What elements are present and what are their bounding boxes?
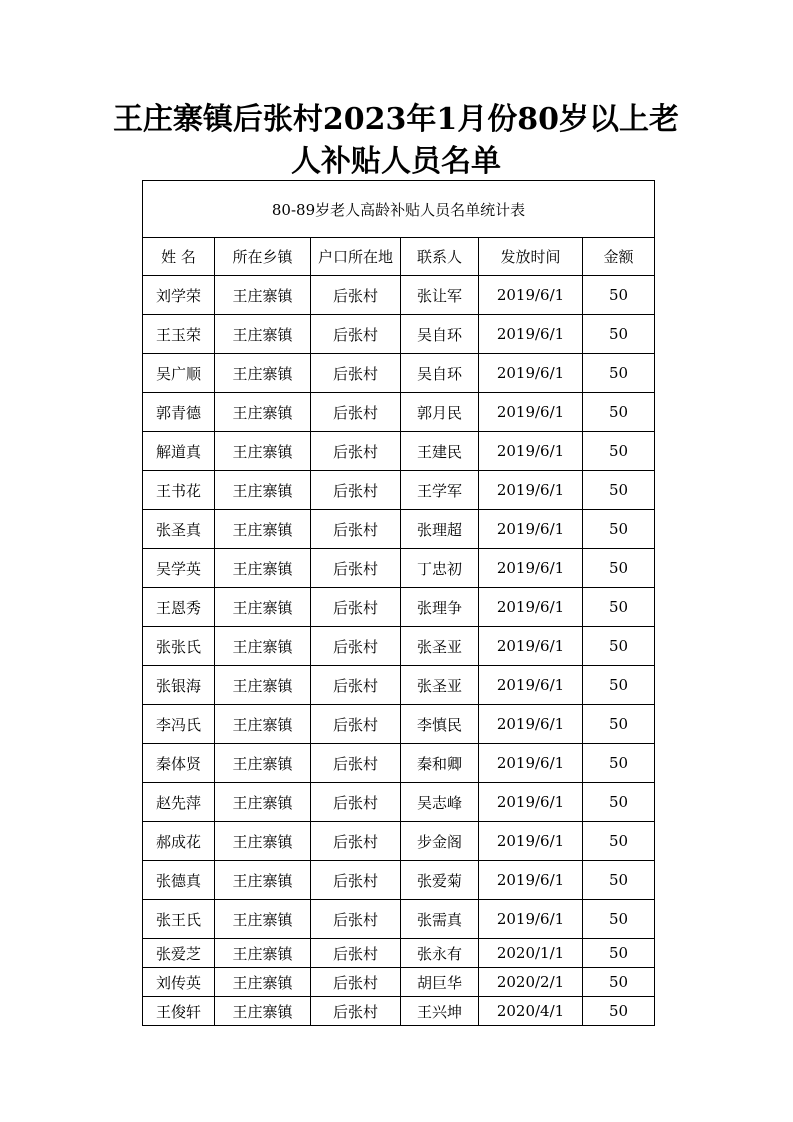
table-row [143,471,655,510]
table-row [143,627,655,666]
cell-amount: 50 [583,432,655,471]
cell-contact: 王建民 [401,432,479,471]
cell-household: 后张村 [311,666,401,705]
cell-amount: 50 [583,705,655,744]
table-row [143,588,655,627]
cell-contact: 张让军 [401,276,479,315]
table-row [143,510,655,549]
document-title-line-1: 王庄寨镇后张村2023年1月份80岁以上老 [112,102,680,137]
cell-contact: 张爱菊 [401,861,479,900]
header-household: 户口所在地 [311,238,401,276]
cell-household: 后张村 [311,432,401,471]
cell-township: 王庄寨镇 [215,315,311,354]
cell-contact: 张理争 [401,588,479,627]
cell-name: 张王氏 [143,900,215,939]
cell-household: 后张村 [311,276,401,315]
table-header-row [143,238,655,276]
cell-date: 2019/6/1 [479,432,583,471]
cell-name: 刘传英 [143,968,215,997]
cell-contact: 张理超 [401,510,479,549]
cell-name: 张爱芝 [143,939,215,968]
cell-township: 王庄寨镇 [215,968,311,997]
subsidy-table [142,180,655,1026]
header-township: 所在乡镇 [215,238,311,276]
cell-township: 王庄寨镇 [215,861,311,900]
cell-township: 王庄寨镇 [215,549,311,588]
table-row [143,861,655,900]
cell-name: 解道真 [143,432,215,471]
cell-name: 王书花 [143,471,215,510]
cell-amount: 50 [583,939,655,968]
cell-amount: 50 [583,549,655,588]
cell-township: 王庄寨镇 [215,997,311,1026]
table-row [143,432,655,471]
table-row [143,968,655,997]
cell-date: 2019/6/1 [479,471,583,510]
table-row [143,900,655,939]
cell-township: 王庄寨镇 [215,783,311,822]
cell-household: 后张村 [311,968,401,997]
cell-household: 后张村 [311,939,401,968]
cell-township: 王庄寨镇 [215,588,311,627]
cell-name: 吴学英 [143,549,215,588]
header-name: 姓 名 [143,238,215,276]
cell-date: 2019/6/1 [479,315,583,354]
cell-name: 秦体贤 [143,744,215,783]
cell-amount: 50 [583,315,655,354]
cell-contact: 吴志峰 [401,783,479,822]
cell-township: 王庄寨镇 [215,822,311,861]
cell-amount: 50 [583,861,655,900]
cell-contact: 张需真 [401,900,479,939]
cell-contact: 张永有 [401,939,479,968]
cell-household: 后张村 [311,471,401,510]
cell-township: 王庄寨镇 [215,432,311,471]
cell-contact: 胡巨华 [401,968,479,997]
cell-date: 2019/6/1 [479,276,583,315]
cell-contact: 郭月民 [401,393,479,432]
cell-amount: 50 [583,471,655,510]
cell-contact: 王兴坤 [401,997,479,1026]
cell-date: 2019/6/1 [479,822,583,861]
cell-date: 2020/2/1 [479,968,583,997]
cell-household: 后张村 [311,354,401,393]
table-title-row [143,181,655,238]
table-row [143,822,655,861]
cell-date: 2019/6/1 [479,393,583,432]
cell-amount: 50 [583,510,655,549]
cell-household: 后张村 [311,900,401,939]
cell-contact: 秦和卿 [401,744,479,783]
cell-date: 2019/6/1 [479,627,583,666]
cell-amount: 50 [583,997,655,1026]
cell-household: 后张村 [311,783,401,822]
cell-township: 王庄寨镇 [215,393,311,432]
cell-name: 李冯氏 [143,705,215,744]
document-title-line-2: 人补贴人员名单 [291,144,501,179]
cell-household: 后张村 [311,510,401,549]
table-row [143,354,655,393]
cell-name: 刘学荣 [143,276,215,315]
cell-household: 后张村 [311,588,401,627]
table-title: 80-89岁老人高龄补贴人员名单统计表 [143,181,655,238]
cell-township: 王庄寨镇 [215,627,311,666]
cell-date: 2020/4/1 [479,997,583,1026]
cell-name: 郝成花 [143,822,215,861]
cell-name: 赵先萍 [143,783,215,822]
cell-date: 2019/6/1 [479,861,583,900]
cell-date: 2019/6/1 [479,705,583,744]
table-row [143,315,655,354]
table-row [143,744,655,783]
cell-name: 张德真 [143,861,215,900]
cell-amount: 50 [583,588,655,627]
cell-township: 王庄寨镇 [215,276,311,315]
header-amount: 金额 [583,238,655,276]
cell-contact: 丁忠初 [401,549,479,588]
cell-household: 后张村 [311,393,401,432]
table-row [143,939,655,968]
cell-date: 2019/6/1 [479,900,583,939]
cell-name: 王恩秀 [143,588,215,627]
cell-township: 王庄寨镇 [215,510,311,549]
cell-contact: 吴自环 [401,315,479,354]
table-row [143,997,655,1026]
cell-amount: 50 [583,393,655,432]
cell-household: 后张村 [311,315,401,354]
cell-amount: 50 [583,744,655,783]
cell-name: 王俊轩 [143,997,215,1026]
cell-name: 郭青德 [143,393,215,432]
cell-household: 后张村 [311,861,401,900]
cell-name: 吴广顺 [143,354,215,393]
cell-household: 后张村 [311,744,401,783]
table-row [143,549,655,588]
table-body [143,276,655,1026]
table-row [143,666,655,705]
cell-township: 王庄寨镇 [215,705,311,744]
cell-contact: 吴自环 [401,354,479,393]
cell-household: 后张村 [311,705,401,744]
cell-amount: 50 [583,822,655,861]
cell-amount: 50 [583,900,655,939]
cell-amount: 50 [583,354,655,393]
header-date: 发放时间 [479,238,583,276]
cell-township: 王庄寨镇 [215,666,311,705]
cell-household: 后张村 [311,549,401,588]
cell-contact: 张圣亚 [401,666,479,705]
cell-amount: 50 [583,968,655,997]
table-row [143,393,655,432]
cell-amount: 50 [583,276,655,315]
cell-household: 后张村 [311,997,401,1026]
cell-date: 2019/6/1 [479,510,583,549]
cell-household: 后张村 [311,822,401,861]
cell-name: 王玉荣 [143,315,215,354]
cell-date: 2019/6/1 [479,354,583,393]
cell-amount: 50 [583,783,655,822]
cell-township: 王庄寨镇 [215,744,311,783]
cell-township: 王庄寨镇 [215,939,311,968]
table-row [143,276,655,315]
header-contact: 联系人 [401,238,479,276]
cell-township: 王庄寨镇 [215,900,311,939]
cell-contact: 张圣亚 [401,627,479,666]
table-row [143,705,655,744]
cell-township: 王庄寨镇 [215,471,311,510]
cell-amount: 50 [583,627,655,666]
cell-date: 2019/6/1 [479,549,583,588]
cell-household: 后张村 [311,627,401,666]
cell-contact: 王学军 [401,471,479,510]
cell-contact: 李慎民 [401,705,479,744]
cell-name: 张圣真 [143,510,215,549]
cell-name: 张张氏 [143,627,215,666]
table-row [143,783,655,822]
cell-date: 2019/6/1 [479,666,583,705]
cell-amount: 50 [583,666,655,705]
cell-contact: 步金阁 [401,822,479,861]
cell-date: 2019/6/1 [479,783,583,822]
cell-date: 2020/1/1 [479,939,583,968]
cell-township: 王庄寨镇 [215,354,311,393]
cell-date: 2019/6/1 [479,588,583,627]
cell-date: 2019/6/1 [479,744,583,783]
cell-name: 张银海 [143,666,215,705]
